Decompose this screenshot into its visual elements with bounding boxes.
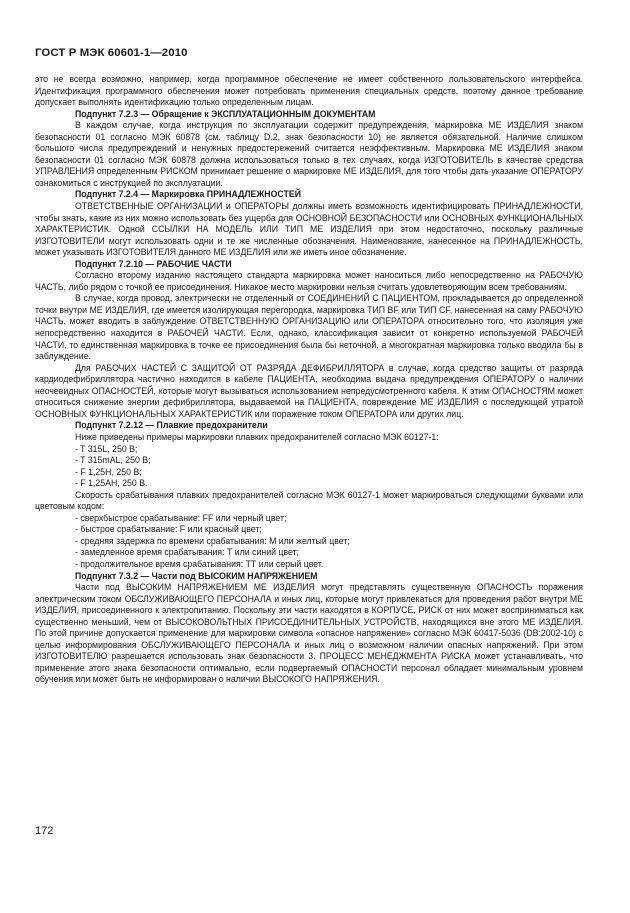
list-item: - T 315L, 250 В; [75, 443, 138, 454]
list-item: - замедленное время срабатывания: Т или синий цвет; [75, 547, 299, 558]
subclause-heading: Подпункт 7.2.10 — РАБОЧИЕ ЧАСТИ [75, 258, 232, 269]
subclause-heading: Подпункт 7.2.3 — Обращение к ЭКСПЛУАТАЦИОННЫМ ДОКУМЕНТАМ [75, 108, 376, 119]
paragraph: это не всегда возможно, например, когда программное обеспечение не имеет собственного пользовательского интерфейса. Идентификация программного обеспечения может потребовать применения специальных средств, поэтому данное требование допускает выполнять идентификацию только определенным лицам. [35, 74, 583, 108]
document-body [35, 74, 583, 686]
paragraph: Скорость срабатывания плавких предохранителей согласно МЭК 60127-1 может маркироваться следующими буквами или цветовым кодом: [35, 489, 583, 512]
subclause-heading: Подпункт 7.3.2 — Части под ВЫСОКИМ НАПРЯЖЕНИЕМ [75, 570, 318, 581]
paragraph: Согласно второму изданию настоящего стандарта маркировка может наноситься либо непосредственно на РАБОЧУЮ ЧАСТЬ, либо рядом с точкой ее присоединения. Никакое место маркировки нельзя считать удовлетворяющим всем требованиям. [35, 270, 583, 292]
list-item: - F 1,25H, 250 В; [75, 466, 142, 477]
list-item: - сверхбыстрое срабатывание: FF или черный цвет; [75, 512, 287, 523]
subclause-heading: Подпункт 7.2.4 — Маркировка ПРИНАДЛЕЖНОСТЕЙ [75, 189, 301, 200]
paragraph: В случае, когда провод, электрически не отделенный от СОЕДИНЕНИЙ С ПАЦИЕНТОМ, прокладывается до определенной точки внутри МЕ ИЗДЕЛИЯ, где имеется изолирующая перегородка, маркировка ТИП BF или ТИП CF, нанесенная на саму РАБОЧУЮ ЧАСТЬ, может вводить в заблуждение ОТВЕТСТВЕННУЮ ОРГАНИЗАЦИЮ или ОПЕРАТОРА относительно того, что изоляция уже непосредственно находится в РАБОЧЕЙ ЧАСТИ. Если, однако, классификация зависит от конкретно используемой РАБОЧЕЙ ЧАСТИ, то единственная маркировка в точке ее присоединения была бы неточной, а многократная маркировка только вводила бы в заблуждение. [35, 293, 583, 362]
paragraph: Ниже приведены примеры маркировки плавких предохранителей согласно МЭК 60127-1: [75, 431, 439, 442]
paragraph: ОТВЕТСТВЕННЫЕ ОРГАНИЗАЦИИ и ОПЕРАТОРЫ должны иметь возможность идентифицировать ПРИНАДЛЕЖНОСТИ, чтобы знать, какие из них можно использовать без ущерба для ОСНОВНОЙ БЕЗОПАСНОСТИ или ОСНОВНЫХ ФУНКЦИОНАЛЬНЫХ ХАРАКТЕРИСТИК. Одной ССЫЛКИ НА МОДЕЛЬ ИЛИ ТИП МЕ ИЗДЕЛИЯ при этом недостаточно, поскольку различные ИЗГОТОВИТЕЛИ могут использовать одни и те же численные обозначения. Наименование, нанесенное на ПРИНАДЛЕЖНОСТЬ, может указывать ИЗГОТОВИТЕЛЯ данного МЕ ИЗДЕЛИЯ или же иметь иное обозначение. [35, 201, 583, 258]
page-number: 172 [35, 825, 54, 837]
list-item: - T 315mAL, 250 В; [75, 455, 151, 466]
document-header: ГОСТ Р МЭК 60601-1—2010 [35, 47, 188, 59]
paragraph: Для РАБОЧИХ ЧАСТЕЙ С ЗАЩИТОЙ ОТ РАЗРЯДА ДЕФИБРИЛЛЯТОРА в случае, когда средство защиты от разряда кардиодефибриллятора частично находится в кабеле ПАЦИЕНТА, необходима выдача предупреждения ОПЕРАТОРУ о наличии неочевидных ОПАСНОСТЕЙ, которые могут вызываться использованием непредусмотренного кабеля. К этим ОПАСНОСТЯМ может относиться снижение энергии дефибриллятора, выдаваемой на ПАЦИЕНТА, повреждение МЕ ИЗДЕЛИЯ с последующей утратой ОСНОВНЫХ ФУНКЦИОНАЛЬНЫХ ХАРАКТЕРИСТИК или поражение током ОПЕРАТОРА или других лиц. [35, 362, 583, 419]
subclause-heading: Подпункт 7.2.12 — Плавкие предохранители [75, 420, 268, 431]
list-item: - быстрое срабатывание: F или красный цвет; [75, 524, 262, 535]
paragraph: Части под ВЫСОКИМ НАПРЯЖЕНИЕМ МЕ ИЗДЕЛИЯ могут представлять существенную ОПАСНОСТЬ поражения электрическим током ОБСЛУЖИВАЮЩЕГО ПЕРСОНАЛА и иных лиц, которые могут привлекаться для проведения работ внутри МЕ ИЗДЕЛИЯ, присоединенного к электропитанию. Поскольку эти части находятся в КОРПУСЕ, РИСК от них может восприниматься как существенно меньший, чем от ВЫСОКОВОЛЬТНЫХ ПРИСОЕДИНИТЕЛЬНЫХ УСТРОЙСТВ, находящихся вне этого МЕ ИЗДЕЛИЯ. По этой причине допускается применение для маркировки символа «опасное напряжение» согласно МЭК 60417-5036 (DB:2002-10) с целью информирования ОБСЛУЖИВАЮЩЕГО ПЕРСОНАЛА и иных лиц о возможном наличии опасных напряжений. При этом ИЗГОТОВИТЕЛЮ разрешается использовать знак безопасности 3. ПРОЦЕСС МЕНЕДЖМЕНТА РИСКА может устанавливать, что применение этого знака безопасности оптимально, если подвергаемый ОПАСНОСТИ персонал обладает минимальным уровнем обучения или может быть не информирован о наличии ВЫСОКОГО НАПРЯЖЕНИЯ. [35, 582, 583, 685]
list-item: - средняя задержка по времени срабатывания: М или желтый цвет; [75, 535, 350, 546]
list-item: - продолжительное время срабатывания: ТТ или серый цвет. [75, 558, 324, 569]
list-item: - F 1,25АН, 250 В. [75, 478, 148, 489]
paragraph: В каждом случае, когда инструкция по эксплуатации содержит предупреждения, маркировка МЕ ИЗДЕЛИЯ знаком безопасности 01 согласно МЭК 60878 (см. таблицу D.2, знак безопасности 10) не является обязательной. Наличие слишком большого числа предупреждений и ненужных предостережений считается неэффективным. Маркировка МЕ ИЗДЕЛИЯ знаком безопасности 01 согласно МЭК 60878 должна использоваться только в тех случаях, когда ИЗГОТОВИТЕЛЬ в качестве средства УПРАВЛЕНИЯ определенным РИСКОМ принимает решение о маркировке МЕ ИЗДЕЛИЯ, для того чтобы дать указание ОПЕРАТОРУ ознакомиться с инструкцией по эксплуатации. [35, 120, 583, 188]
